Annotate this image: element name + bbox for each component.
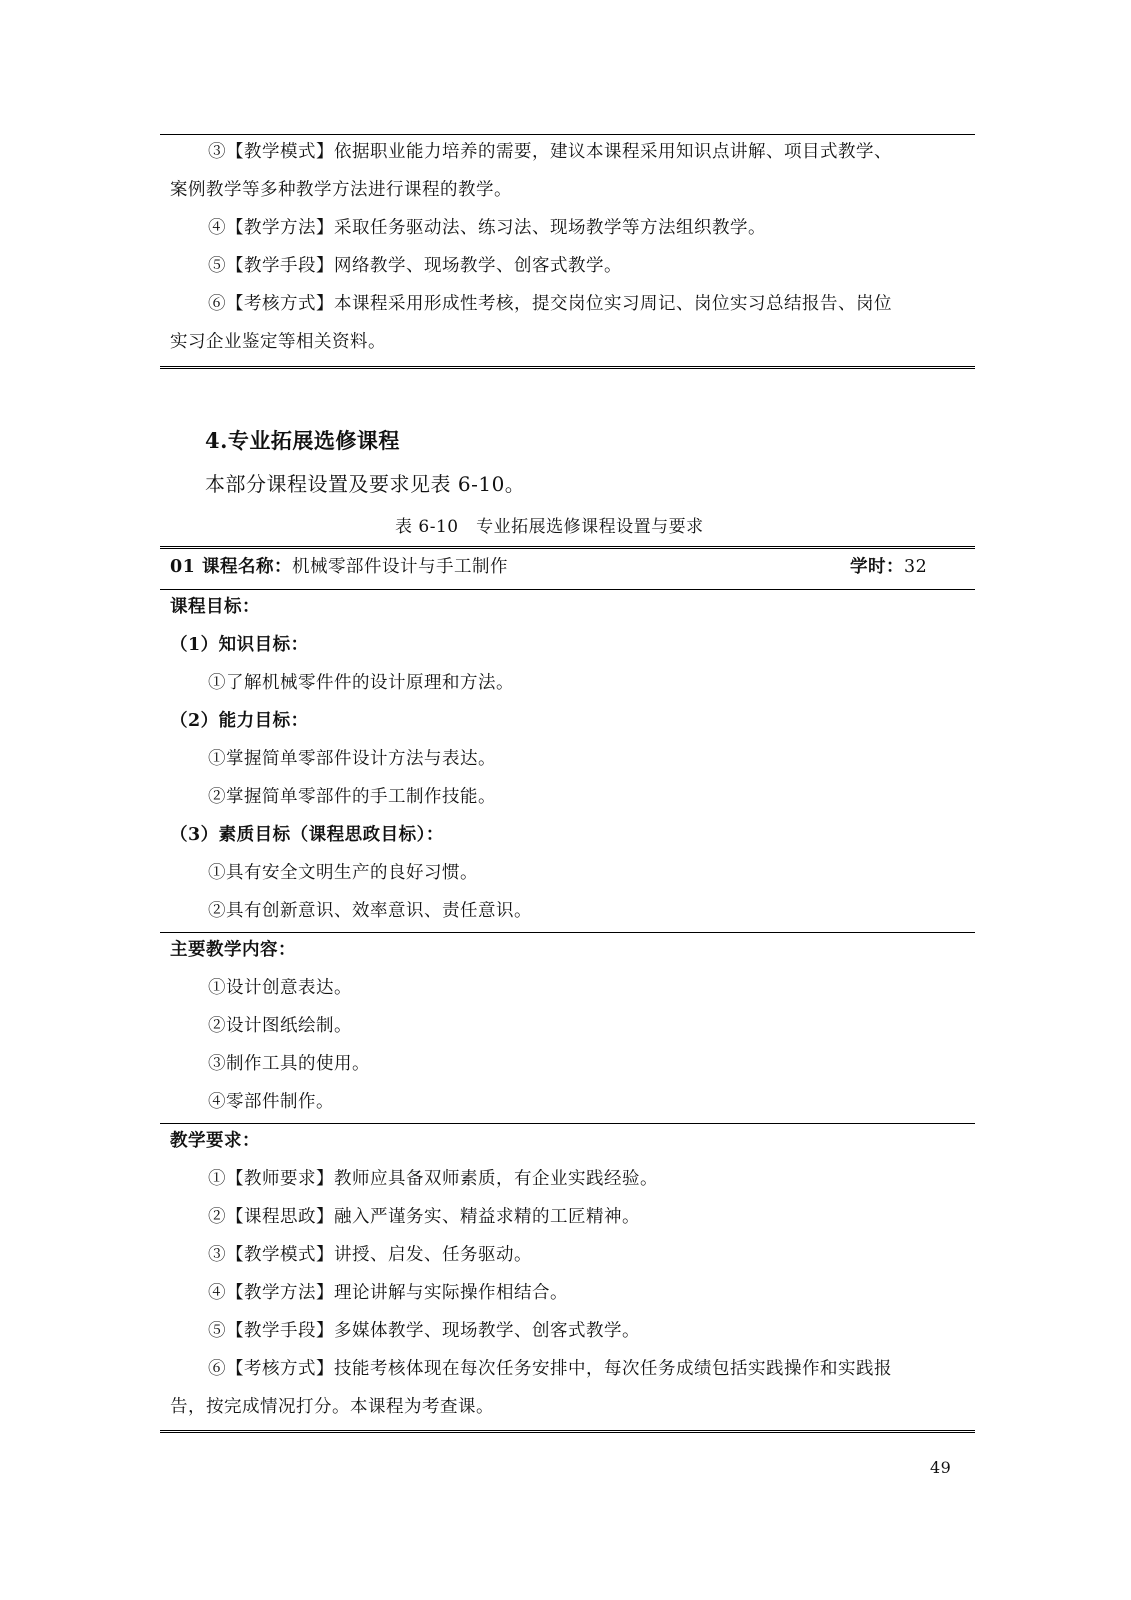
- course-code-label: 01 课程名称：: [170, 557, 292, 577]
- top-bottom-rule: [160, 366, 975, 369]
- hours-value: 32: [904, 557, 928, 577]
- quality-label: （3）素质目标（课程思政目标）：: [170, 825, 444, 845]
- knowledge-item: ①了解机械零件件的设计原理和方法。: [208, 673, 514, 693]
- top-rule: [160, 134, 975, 135]
- req-item: ①【教师要求】教师应具备双师素质，有企业实践经验。: [208, 1169, 658, 1189]
- goals-label: 课程目标：: [170, 597, 260, 617]
- row-rule-1: [160, 589, 975, 590]
- top-mode-cont: 案例教学等多种教学方法进行课程的教学。: [170, 180, 512, 200]
- section-intro: 本部分课程设置及要求见表 6-10。: [205, 472, 526, 496]
- top-assess: ⑥【考核方式】本课程采用形成性考核，提交岗位实习周记、岗位实习总结报告、岗位: [208, 294, 892, 314]
- row-rule-3: [160, 1123, 975, 1124]
- quality-item: ①具有安全文明生产的良好习惯。: [208, 863, 478, 883]
- course-hours: [850, 553, 927, 578]
- top-method: ④【教学方法】采取任务驱动法、练习法、现场教学等方法组织教学。: [208, 218, 766, 238]
- req-label: 教学要求：: [170, 1131, 260, 1151]
- table-top-rule: [160, 546, 975, 549]
- course-name: 机械零部件设计与手工制作: [291, 557, 508, 577]
- table-caption: 表 6-10 专业拓展选修课程设置与要求: [395, 517, 704, 537]
- course-title-row: [170, 553, 508, 578]
- hours-label: 学时：: [850, 557, 904, 577]
- row-rule-2: [160, 932, 975, 933]
- quality-item: ②具有创新意识、效率意识、责任意识。: [208, 901, 532, 921]
- req-item: ②【课程思政】融入严谨务实、精益求精的工匠精神。: [208, 1207, 640, 1227]
- content-item: ④零部件制作。: [208, 1092, 334, 1112]
- content-item: ②设计图纸绘制。: [208, 1016, 352, 1036]
- section-heading: 4.专业拓展选修课程: [205, 428, 400, 453]
- req-item-cont: 告，按完成情况打分。本课程为考查课。: [170, 1397, 494, 1417]
- top-means: ⑤【教学手段】网络教学、现场教学、创客式教学。: [208, 256, 622, 276]
- content-label: 主要教学内容：: [170, 940, 296, 960]
- req-item: ⑤【教学手段】多媒体教学、现场教学、创客式教学。: [208, 1321, 640, 1341]
- ability-label: （2）能力目标：: [170, 711, 309, 731]
- content-item: ①设计创意表达。: [208, 978, 352, 998]
- top-assess-cont: 实习企业鉴定等相关资料。: [170, 332, 386, 352]
- req-item: ③【教学模式】讲授、启发、任务驱动。: [208, 1245, 532, 1265]
- top-mode: ③【教学模式】依据职业能力培养的需要，建议本课程采用知识点讲解、项目式教学、: [208, 142, 892, 162]
- ability-item: ②掌握简单零部件的手工制作技能。: [208, 787, 496, 807]
- ability-item: ①掌握简单零部件设计方法与表达。: [208, 749, 496, 769]
- req-item: ⑥【考核方式】技能考核体现在每次任务安排中，每次任务成绩包括实践操作和实践报: [208, 1359, 892, 1379]
- table-bottom-rule: [160, 1430, 975, 1433]
- knowledge-label: （1）知识目标：: [170, 635, 309, 655]
- content-item: ③制作工具的使用。: [208, 1054, 370, 1074]
- page-number: 49: [930, 1458, 952, 1477]
- req-item: ④【教学方法】理论讲解与实际操作相结合。: [208, 1283, 568, 1303]
